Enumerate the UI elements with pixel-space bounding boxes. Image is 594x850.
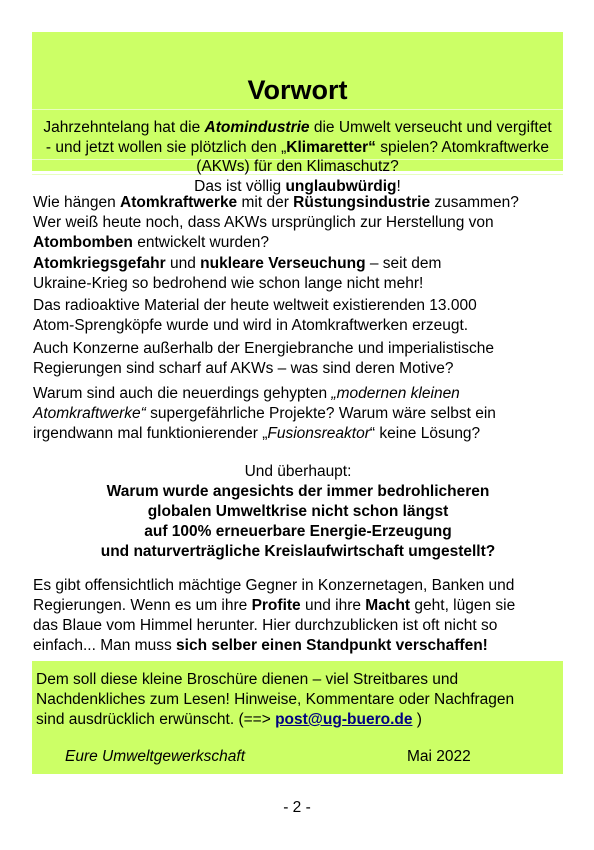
text-run: Regierungen sind scharf auf AKWs – was sind deren Motive? bbox=[33, 360, 454, 377]
text-line bbox=[33, 502, 563, 522]
text-run: Wie hängen bbox=[33, 194, 121, 211]
text-run: Das ist völlig bbox=[194, 177, 286, 195]
text-run: ! bbox=[396, 177, 401, 195]
text-run: Regierungen. Wenn es um ihre bbox=[33, 597, 252, 614]
text-run: die Umwelt verseucht und vergiftet - und jetzt wollen sie plötzlich den „ bbox=[45, 119, 552, 156]
text-line bbox=[33, 636, 563, 656]
page-title: Vorwort bbox=[247, 75, 348, 105]
signature: Eure Umweltgewerkschaft bbox=[65, 748, 246, 765]
text-line bbox=[33, 339, 563, 359]
text-run: Fusionsreaktor bbox=[267, 425, 370, 442]
text-run: Nachdenkliches zum Lesen! Hinweise, Kommentare oder Nachfragen bbox=[36, 691, 515, 708]
text-run: Jahrzehntelang hat die bbox=[43, 119, 205, 136]
text-run: – seit dem bbox=[365, 255, 442, 272]
email-link[interactable]: post@ug-buero.de bbox=[275, 711, 413, 728]
header-box bbox=[32, 32, 563, 195]
text-run: Dem soll diese kleine Broschüre dienen – viel Streitbares und bbox=[36, 671, 459, 688]
text-run: einfach... Man muss bbox=[33, 637, 177, 654]
body-paragraph bbox=[33, 462, 563, 562]
text-line bbox=[33, 359, 563, 379]
text-run: Atomkraftwerke“ bbox=[33, 405, 146, 422]
text-line bbox=[33, 316, 563, 336]
footer-line bbox=[36, 670, 559, 690]
text-run: supergefährliche Projekte? Warum wäre selbst ein bbox=[145, 405, 496, 422]
text-run: Ukraine-Krieg so bedrohend wie schon lange nicht mehr! bbox=[33, 275, 424, 292]
text-run: Klimaretter“ bbox=[286, 138, 376, 156]
text-line bbox=[33, 213, 563, 233]
intro-line bbox=[40, 118, 555, 177]
date: Mai 2022 bbox=[407, 748, 471, 765]
body-paragraph bbox=[33, 339, 563, 379]
page-number: - 2 - bbox=[283, 799, 311, 816]
text-line bbox=[33, 424, 563, 444]
text-line bbox=[33, 254, 563, 274]
body-paragraph bbox=[33, 384, 563, 444]
text-run: ) bbox=[412, 711, 422, 728]
text-run: Atomkraftwerke bbox=[120, 194, 238, 211]
text-run: Atomindustrie bbox=[204, 119, 310, 136]
footer-line bbox=[36, 710, 559, 730]
text-run: Warum wurde angesichts der immer bedrohlicheren bbox=[106, 483, 490, 500]
footer-box bbox=[32, 661, 563, 774]
text-line bbox=[33, 233, 563, 253]
text-run: Das radioaktive Material der heute weltweit existierenden 13.000 bbox=[33, 297, 477, 314]
text-run: zusammen? bbox=[430, 194, 519, 211]
text-run: nukleare Verseuchung bbox=[200, 255, 366, 272]
text-line bbox=[33, 596, 563, 616]
text-line bbox=[33, 482, 563, 502]
text-run: geht, lügen sie bbox=[410, 597, 516, 614]
text-line bbox=[33, 384, 563, 404]
text-line bbox=[33, 296, 563, 316]
text-run: unglaubwürdig bbox=[285, 177, 397, 195]
text-line bbox=[33, 616, 563, 636]
text-run: und ihre bbox=[300, 597, 366, 614]
text-line bbox=[33, 462, 563, 482]
text-run: sind ausdrücklich erwünscht. (==> bbox=[36, 711, 276, 728]
text-run: Rüstungsindustrie bbox=[293, 194, 431, 211]
text-run: Und überhaupt: bbox=[244, 463, 352, 480]
footer-line bbox=[36, 690, 559, 710]
text-line bbox=[33, 522, 563, 542]
text-run: sich selber einen Standpunkt verschaffen! bbox=[176, 637, 488, 654]
text-run: und bbox=[165, 255, 201, 272]
text-run: Warum sind auch die neuerdings gehypten bbox=[33, 385, 332, 402]
header-divider bbox=[32, 109, 563, 110]
text-run: und naturverträgliche Kreislaufwirtschaft umgestellt? bbox=[100, 543, 496, 560]
text-line bbox=[33, 542, 563, 562]
text-run: “ keine Lösung? bbox=[369, 425, 481, 442]
text-run: das Blaue vom Himmel herunter. Hier durchzublicken ist oft nicht so bbox=[33, 617, 498, 634]
text-run: irgendwann mal funktionierender „ bbox=[33, 425, 268, 442]
body-paragraph bbox=[33, 193, 563, 253]
text-run: Auch Konzerne außerhalb der Energiebranche und imperialistische bbox=[33, 340, 494, 357]
text-run: globalen Umweltkrise nicht schon längst bbox=[147, 503, 449, 520]
text-run: Profite bbox=[251, 597, 301, 614]
text-line bbox=[33, 274, 563, 294]
text-run: Es gibt offensichtlich mächtige Gegner in Konzernetagen, Banken und bbox=[33, 577, 515, 594]
text-run: Atombomben bbox=[33, 234, 133, 251]
text-line bbox=[33, 404, 563, 424]
text-line bbox=[33, 576, 563, 596]
text-run: Macht bbox=[365, 597, 411, 614]
text-run: auf 100% erneuerbare Energie-Erzeugung bbox=[144, 523, 452, 540]
intro-paragraph bbox=[40, 118, 555, 196]
body-paragraph bbox=[33, 254, 563, 294]
text-run: spielen? Atomkraftwerke (AKWs) für den Klimaschutz? bbox=[196, 138, 550, 175]
text-run: Wer weiß heute noch, dass AKWs ursprünglich zur Herstellung von bbox=[33, 214, 494, 231]
text-run: mit der bbox=[237, 194, 294, 211]
footer-paragraph bbox=[36, 670, 559, 730]
text-run: entwickelt wurden? bbox=[132, 234, 270, 251]
body-paragraph bbox=[33, 296, 563, 336]
text-run: „modernen kleinen bbox=[331, 385, 460, 402]
body-paragraph bbox=[33, 576, 563, 656]
text-line bbox=[33, 193, 563, 213]
text-run: Atomkriegsgefahr bbox=[33, 255, 166, 272]
text-run: Atom-Sprengköpfe wurde und wird in Atomkraftwerken erzeugt. bbox=[33, 317, 469, 334]
